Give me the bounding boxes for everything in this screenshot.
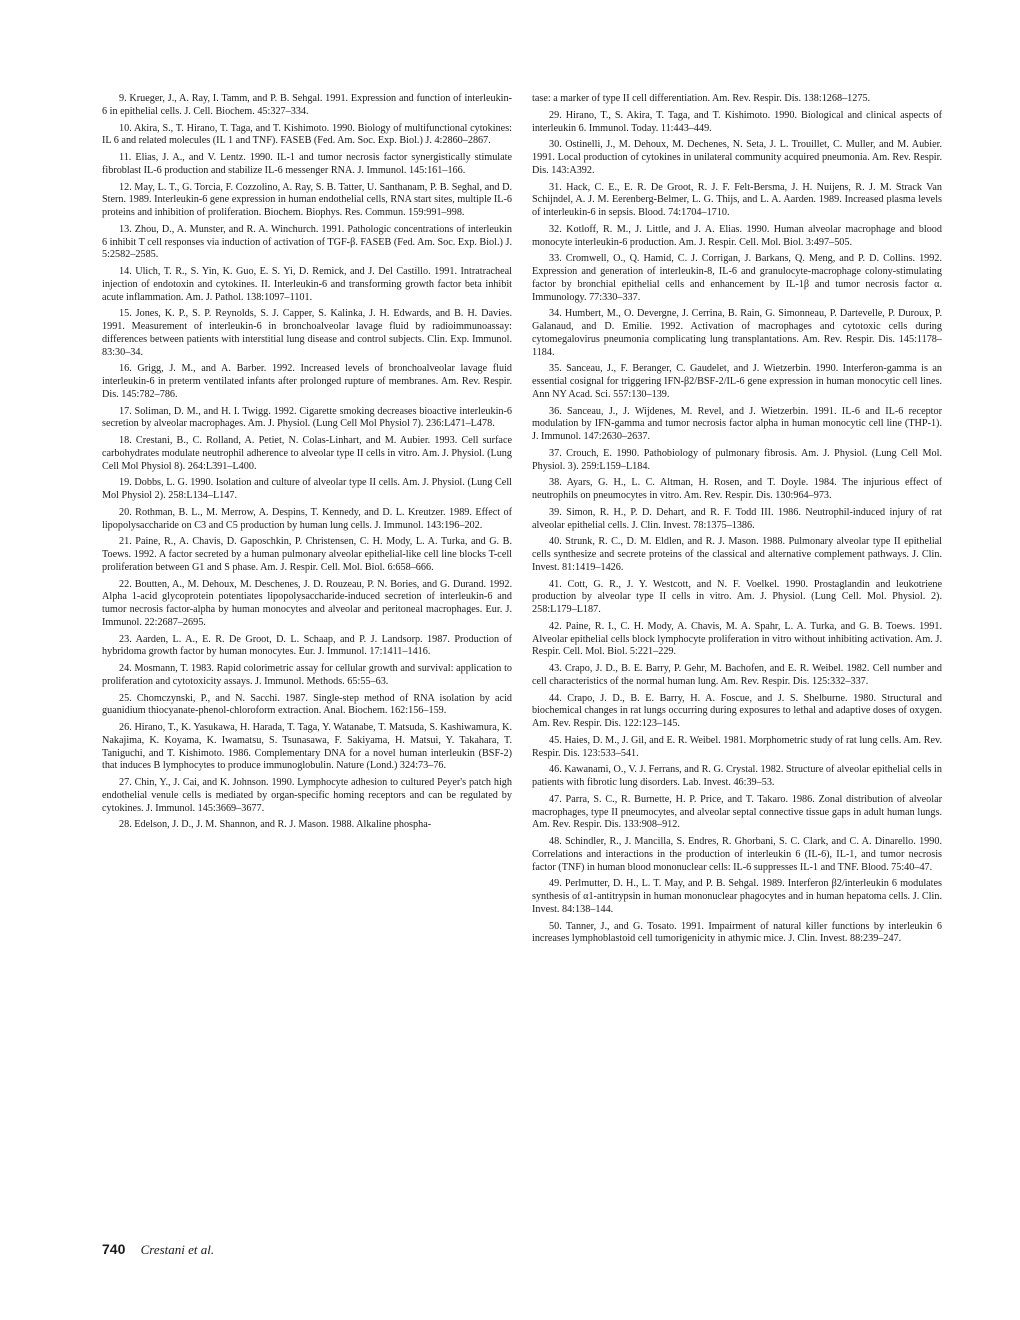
reference-entry: 35. Sanceau, J., F. Beranger, C. Gaudelet, and J. Wietzerbin. 1990. Interferon-gamma is an essential cosignal for triggering IFN-β2/BSF-2/IL-6 gene expression in human monocytic cell lines. Ann NY Acad. Sci. 557:130–139. (532, 363, 942, 400)
reference-entry: 36. Sanceau, J., J. Wijdenes, M. Revel, and J. Wietzerbin. 1991. IL-6 and IL-6 receptor modulation by IFN-gamma and tumor necrosis factor alpha in human monocytic cell line (THP-1). J. Immunol. 147:2630–2637. (532, 405, 942, 442)
reference-entry: 34. Humbert, M., O. Devergne, J. Cerrina, B. Rain, G. Simonneau, P. Dartevelle, P. Duroux, P. Galanaud, and D. Emilie. 1992. Activation of macrophages and cytotoxic cells during cytomegalovirus pneumonia complicating lung transplantations. Am. Rev. Respir. Dis. 145:1178–1184. (532, 308, 942, 358)
reference-entry: 19. Dobbs, L. G. 1990. Isolation and culture of alveolar type II cells. Am. J. Physiol. (Lung Cell Mol Physiol 2). 258:L134–L147. (102, 477, 512, 501)
references-right-column (532, 93, 942, 950)
reference-entry: 39. Simon, R. H., P. D. Dehart, and R. F. Todd III. 1986. Neutrophil-induced injury of rat alveolar epithelial cells. J. Clin. Invest. 78:1375–1386. (532, 506, 942, 531)
reference-entry: 45. Haies, D. M., J. Gil, and E. R. Weibel. 1981. Morphometric study of rat lung cells. Am. Rev. Respir. Dis. 123:533–541. (532, 734, 942, 759)
reference-entry: 47. Parra, S. C., R. Burnette, H. P. Price, and T. Takaro. 1986. Zonal distribution of alveolar macrophages, type II pneumocytes, and alveolar septal connective tissue gaps in adult human lungs. Am. Rev. Respir. Dis. 133:908–912. (532, 793, 942, 831)
reference-entry: 14. Ulich, T. R., S. Yin, K. Guo, E. S. Yi, D. Remick, and J. Del Castillo. 1991. Intratracheal injection of endotoxin and cytokines. II. Interleukin-6 and transforming growth factor beta inhibit acute inflammation. Am. J. Pathol. 138:1097–1101. (102, 266, 512, 303)
reference-entry: 44. Crapo, J. D., B. E. Barry, H. A. Foscue, and J. S. Shelburne. 1980. Structural and biochemical changes in rat lungs occurring during exposures to lethal and adaptive doses of oxygen. Am. Rev. Respir. Dis. 122:123–145. (532, 692, 942, 729)
reference-entry: 38. Ayars, G. H., L. C. Altman, H. Rosen, and T. Doyle. 1984. The injurious effect of neutrophils on pneumocytes in vitro. Am. Rev. Respir. Dis. 130:964–973. (532, 477, 942, 501)
reference-entry: 46. Kawanami, O., V. J. Ferrans, and R. G. Crystal. 1982. Structure of alveolar epithelial cells in patients with fibrotic lung disorders. Lab. Invest. 46:39–53. (532, 764, 942, 788)
reference-entry: 41. Cott, G. R., J. Y. Westcott, and N. F. Voelkel. 1990. Prostaglandin and leukotriene production by alveolar type II cells in vitro. Am. J. Physiol. (Lung Cell. Mol. Physiol. 2). 258:L179–L187. (532, 578, 942, 615)
reference-entry: 17. Soliman, D. M., and H. I. Twigg. 1992. Cigarette smoking decreases bioactive interleukin-6 secretion by alveolar macrophages. Am. J. Physiol. (Lung Cell Mol Physiol 7). 236:L471–L478. (102, 405, 512, 430)
reference-entry: 15. Jones, K. P., S. P. Reynolds, S. J. Capper, S. Kalinka, J. H. Edwards, and B. H. Davies. 1991. Measurement of interleukin-6 in bronchoalveolar lavage fluid by radioimmunoassay: differences between patients with interstitial lung disease and control subjects. Clin. Exp. Immunol. 83:30–34. (102, 308, 512, 358)
references-left-column (102, 93, 512, 836)
reference-entry: 32. Kotloff, R. M., J. Little, and J. A. Elias. 1990. Human alveolar macrophage and blood monocyte interleukin-6 production. Am. J. Respir. Cell. Mol. Biol. 3:497–505. (532, 223, 942, 248)
reference-entry: 40. Strunk, R. C., D. M. Eldlen, and R. J. Mason. 1988. Pulmonary alveolar type II epithelial cells synthesize and secrete proteins of the classical and alternative complement pathways. J. Clin. Invest. 81:1419–1426. (532, 536, 942, 573)
reference-entry: 27. Chin, Y., J. Cai, and K. Johnson. 1990. Lymphocyte adhesion to cultured Peyer's patch high endothelial venule cells is mediated by organ-specific homing receptors and can be regulated by cytokines. J. Immunol. 145:3669–3677. (102, 777, 512, 814)
reference-entry: 50. Tanner, J., and G. Tosato. 1991. Impairment of natural killer functions by interleukin 6 increases lymphoblastoid cell tumorigenicity in athymic mice. J. Clin. Invest. 88:239–247. (532, 920, 942, 945)
reference-entry: 31. Hack, C. E., E. R. De Groot, R. J. F. Felt-Bersma, J. H. Nuijens, R. J. M. Strack Van Schijndel, A. J. M. Eerenberg-Belmer, L. G. Thijs, and L. A. Aarden. 1989. Increased plasma levels of interleukin-6 in sepsis. Blood. 74:1704–1710. (532, 181, 942, 218)
reference-entry: 16. Grigg, J. M., and A. Barber. 1992. Increased levels of bronchoalveolar lavage fluid interleukin-6 in preterm ventilated infants after prolonged rupture of membranes. Am. Rev. Respir. Dis. 145:782–786. (102, 363, 512, 400)
page-number: 740 (102, 1241, 126, 1257)
reference-entry: 22. Boutten, A., M. Dehoux, M. Deschenes, J. D. Rouzeau, P. N. Bories, and G. Durand. 1992. Alpha 1-acid glycoprotein potentiates lipopolysaccharide-induced secretion of interleukin-6 and tumor necrosis factor-alpha by human monocytes and alveolar and peritoneal macrophages. Eur. J. Immunol. 22:2687–2695. (102, 578, 512, 628)
reference-entry: 26. Hirano, T., K. Yasukawa, H. Harada, T. Taga, Y. Watanabe, T. Matsuda, S. Kashiwamura, K. Nakajima, K. Koyama, K. Iwamatsu, S. Tsunasawa, F. Sakiyama, H. Matsui, Y. Takahara, T. Taniguchi, and T. Kishimoto. 1986. Complementary DNA for a novel human interleukin (BSF-2) that induces B lymphocytes to produce immunoglobulin. Nature (Lond.) 324:73–76. (102, 722, 512, 772)
reference-entry: 23. Aarden, L. A., E. R. De Groot, D. L. Schaap, and P. J. Landsorp. 1987. Production of hybridoma growth factor by human monocytes. Eur. J. Immunol. 17:1411–1416. (102, 633, 512, 658)
reference-entry: 12. May, L. T., G. Torcia, F. Cozzolino, A. Ray, S. B. Tatter, U. Santhanam, P. B. Seghal, and D. Stern. 1989. Interleukin-6 gene expression in human endothelial cells, RNA start sites, multiple IL-6 proteins and inhibition of proliferation. Biochem. Biophys. Res. Commun. 159:991–998. (102, 181, 512, 218)
reference-entry: 24. Mosmann, T. 1983. Rapid colorimetric assay for cellular growth and survival: application to proliferation and cytotoxicity assays. J. Immunol. Methods. 65:55–63. (102, 663, 512, 687)
reference-entry: 10. Akira, S., T. Hirano, T. Taga, and T. Kishimoto. 1990. Biology of multifunctional cytokines: IL 6 and related molecules (IL 1 and TNF). FASEB (Fed. Am. Soc. Exp. Biol.) J. 4:2860–2867. (102, 122, 512, 147)
reference-entry: tase: a marker of type II cell differentiation. Am. Rev. Respir. Dis. 138:1268–1275. (532, 93, 871, 104)
reference-entry: 33. Cromwell, O., Q. Hamid, C. J. Corrigan, J. Barkans, Q. Meng, and P. D. Collins. 1992. Expression and generation of interleukin-8, IL-6 and granulocyte-macrophage colony-stimulating factor by bronchial epithelial cells and enhancement by IL-1β and tumor necrosis factor α. Immunology. 77:330–337. (532, 253, 942, 303)
reference-entry: 28. Edelson, J. D., J. M. Shannon, and R. J. Mason. 1988. Alkaline phospha- (119, 819, 432, 831)
reference-entry: 13. Zhou, D., A. Munster, and R. A. Winchurch. 1991. Pathologic concentrations of interleukin 6 inhibit T cell responses via induction of activation of TGF-β. FASEB (Fed. Am. Soc. Exp. Biol.) J. 5:2582–2585. (102, 223, 512, 261)
running-head: Crestani et al. (140, 1242, 215, 1257)
reference-entry: 25. Chomczynski, P., and N. Sacchi. 1987. Single-step method of RNA isolation by acid guanidium thiocyanate-phenol-chloroform extraction. Anal. Biochem. 162:156–159. (102, 692, 512, 717)
reference-entry: 30. Ostinelli, J., M. Dehoux, M. Dechenes, N. Seta, J. L. Trouillet, C. Muller, and M. Aubier. 1991. Local production of cytokines in unilateral community acquired pneumonia. Am. Rev. Respir. Dis. 143:A392. (532, 139, 942, 176)
reference-entry: 29. Hirano, T., S. Akira, T. Taga, and T. Kishimoto. 1990. Biological and clinical aspects of interleukin 6. Immunol. Today. 11:443–449. (532, 109, 942, 134)
reference-entry: 21. Paine, R., A. Chavis, D. Gaposchkin, P. Christensen, C. H. Mody, L. A. Turka, and G. B. Toews. 1992. A factor secreted by a human pulmonary alveolar epithelial-like cell line blocks T-cell proliferation between G1 and S phase. Am. J. Respir. Cell. Mol. Biol. 6:658–666. (102, 536, 512, 573)
reference-entry: 49. Perlmutter, D. H., L. T. May, and P. B. Sehgal. 1989. Interferon β2/interleukin 6 modulates synthesis of α1-antitrypsin in human mononuclear phagocytes and in human hepatoma cells. J. Clin. Invest. 84:138–144. (532, 878, 942, 915)
reference-entry: 48. Schindler, R., J. Mancilla, S. Endres, R. Ghorbani, S. C. Clark, and C. A. Dinarello. 1990. Correlations and interactions in the production of interleukin 6 (IL-6), IL-1, and tumor necrosis factor (TNF) in human blood mononuclear cells: IL-6 suppresses IL-1 and TNF. Blood. 75:40–47. (532, 836, 942, 873)
reference-entry: 42. Paine, R. I., C. H. Mody, A. Chavis, M. A. Spahr, L. A. Turka, and G. B. Toews. 1991. Alveolar epithelial cells block lymphocyte proliferation in vitro without inhibiting activation. Am. J. Respir. Cell. Mol. Biol. 5:221–229. (532, 620, 942, 658)
reference-entry: 18. Crestani, B., C. Rolland, A. Petiet, N. Colas-Linhart, and M. Aubier. 1993. Cell surface carbohydrates modulate neutrophil adherence to alveolar type II cells in vitro. Am. J. Physiol. (Lung Cell Mol Physiol 8). 264:L391–L400. (102, 435, 512, 472)
reference-entry: 37. Crouch, E. 1990. Pathobiology of pulmonary fibrosis. Am. J. Physiol. (Lung Cell Mol. Physiol. 3). 259:L159–L184. (532, 447, 942, 472)
reference-entry: 11. Elias, J. A., and V. Lentz. 1990. IL-1 and tumor necrosis factor synergistically stimulate fibroblast IL-6 production and stabilize IL-6 messenger RNA. J. Immunol. 145:161–166. (102, 152, 512, 176)
reference-entry: 9. Krueger, J., A. Ray, I. Tamm, and P. B. Sehgal. 1991. Expression and function of interleukin-6 in epithelial cells. J. Cell. Biochem. 45:327–334. (102, 93, 512, 117)
reference-entry: 43. Crapo, J. D., B. E. Barry, P. Gehr, M. Bachofen, and E. R. Weibel. 1982. Cell number and cell characteristics of the normal human lung. Am. Rev. Respir. Dis. 125:332–337. (532, 663, 942, 687)
reference-entry: 20. Rothman, B. L., M. Merrow, A. Despins, T. Kennedy, and D. L. Kreutzer. 1989. Effect of lipopolysaccharide on C3 and C5 production by human lung cells. J. Immunol. 143:196–202. (102, 506, 512, 531)
page-footer (102, 1241, 214, 1258)
